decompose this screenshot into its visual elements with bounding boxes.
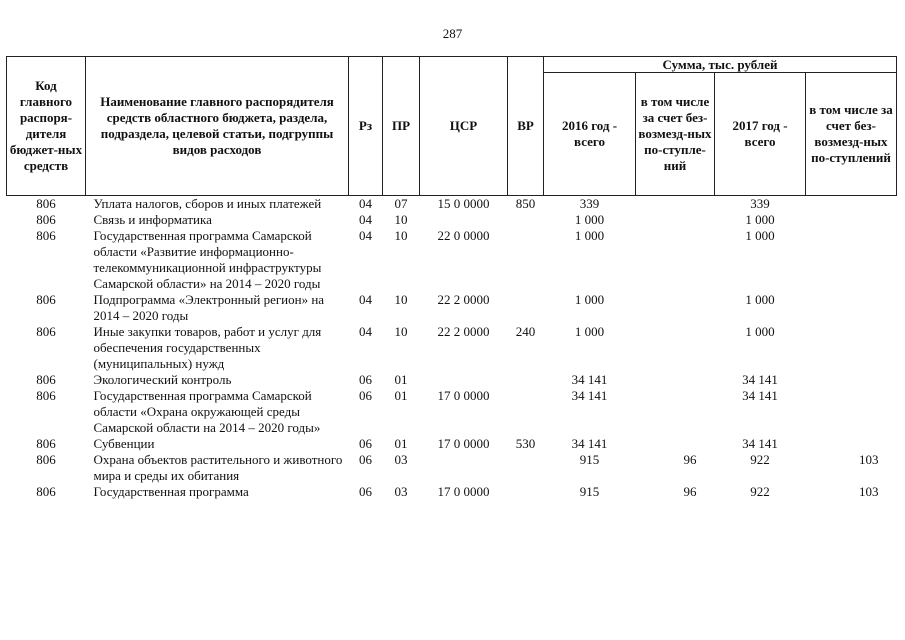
header-vr: ВР [508, 57, 544, 196]
table-row [7, 388, 897, 436]
cell-code: 806 [36, 436, 56, 451]
header-2016-free: в том числе за счет без-возмезд-ных по-ступле-ний [636, 73, 715, 196]
cell-2016-free [636, 372, 715, 388]
cell-code: 806 [36, 196, 56, 211]
cell-2016-free [636, 388, 715, 436]
cell-2016-total: 1 000 [574, 212, 605, 227]
cell-2017-total: 1 000 [745, 324, 775, 339]
cell-2016-free: 96 [683, 452, 697, 467]
table-header [7, 57, 897, 196]
cell-vr [508, 292, 544, 324]
cell-2016-free [636, 292, 715, 324]
cell-name: Экологический контроль [93, 372, 232, 387]
cell-csr: 17 0 0000 [437, 436, 490, 451]
table-row [7, 196, 897, 213]
cell-2017-free [806, 228, 897, 292]
header-2016-total: 2016 год - всего [544, 73, 636, 196]
cell-code: 806 [36, 452, 56, 467]
cell-name: Охрана объектов растительного и животного мира и среды их обитания [93, 452, 343, 483]
cell-vr [508, 212, 544, 228]
table-body [7, 196, 897, 501]
cell-csr [420, 212, 508, 228]
cell-2017-total: 1 000 [745, 212, 775, 227]
cell-vr: 530 [515, 436, 536, 451]
cell-2017-total: 339 [750, 196, 770, 211]
table-row [7, 324, 897, 372]
cell-csr: 17 0 0000 [437, 388, 490, 403]
cell-code: 806 [36, 484, 56, 499]
cell-2017-total: 34 141 [742, 388, 778, 403]
budget-table [6, 56, 897, 500]
cell-2017-free [806, 372, 897, 388]
table-row [7, 292, 897, 324]
cell-name: Связь и информатика [93, 212, 212, 227]
cell-pr: 01 [394, 372, 408, 387]
cell-2016-total: 339 [579, 196, 600, 211]
cell-rz: 06 [359, 372, 372, 387]
cell-2016-total: 34 141 [571, 388, 608, 403]
cell-vr: 850 [515, 196, 536, 211]
header-pr: ПР [383, 57, 420, 196]
cell-2016-free [636, 228, 715, 292]
header-name: Наименование главного распорядителя средств областного бюджета, раздела, подраздела, целевой статьи, подгруппы видов расходов [86, 57, 349, 196]
cell-code: 806 [36, 212, 56, 227]
cell-vr [508, 484, 544, 500]
cell-2016-free [636, 324, 715, 372]
cell-2016-total: 915 [579, 484, 600, 499]
header-2017-free: в том числе за счет без-возмезд-ных по-ступлений [806, 73, 897, 196]
cell-rz: 06 [359, 484, 372, 499]
table-row [7, 452, 897, 484]
cell-2017-total: 922 [750, 484, 770, 499]
cell-2017-total: 922 [750, 452, 770, 467]
cell-csr [420, 372, 508, 388]
cell-pr: 07 [394, 196, 408, 211]
cell-rz: 04 [359, 196, 372, 211]
cell-2017-free [806, 212, 897, 228]
cell-rz: 06 [359, 436, 372, 451]
cell-2016-free [636, 196, 715, 213]
table-row [7, 484, 897, 500]
table-row [7, 436, 897, 452]
cell-pr: 01 [394, 388, 408, 403]
cell-2016-free [636, 212, 715, 228]
cell-2017-free [806, 324, 897, 372]
table-row [7, 228, 897, 292]
cell-2016-total: 34 141 [571, 436, 608, 451]
cell-pr: 10 [394, 212, 408, 227]
cell-2017-free: 103 [859, 484, 879, 499]
cell-rz: 04 [359, 292, 372, 307]
cell-2017-free [806, 292, 897, 324]
cell-csr: 15 0 0000 [437, 196, 490, 211]
cell-csr: 22 2 0000 [437, 292, 490, 307]
cell-2017-free [806, 388, 897, 436]
header-2017-total: 2017 год - всего [715, 73, 806, 196]
cell-csr [420, 452, 508, 484]
cell-2016-total: 1 000 [574, 292, 605, 307]
cell-csr: 17 0 0000 [437, 484, 490, 499]
cell-2016-free [636, 436, 715, 452]
cell-2017-free [806, 196, 897, 213]
cell-code: 806 [36, 388, 56, 403]
cell-pr: 10 [394, 228, 408, 243]
cell-pr: 03 [394, 452, 408, 467]
cell-pr: 01 [394, 436, 408, 451]
cell-2017-free: 103 [859, 452, 879, 467]
cell-rz: 06 [359, 452, 372, 467]
cell-code: 806 [36, 228, 56, 243]
cell-vr [508, 228, 544, 292]
cell-code: 806 [36, 372, 56, 387]
cell-rz: 04 [359, 212, 372, 227]
cell-csr: 22 2 0000 [437, 324, 490, 339]
cell-vr [508, 372, 544, 388]
cell-2016-total: 1 000 [574, 228, 605, 243]
cell-2017-total: 1 000 [745, 228, 775, 243]
header-csr: ЦСР [420, 57, 508, 196]
cell-2017-free [806, 436, 897, 452]
header-code: Код главного распоря-дителя бюджет-ных средств [7, 57, 86, 196]
cell-name: Государственная программа Самарской области «Развитие информационно-телекоммуникационной инфраструктуры Самарской области» на 2014 – 2020 годы [93, 228, 322, 291]
cell-name: Государственная программа Самарской области «Охрана окружающей среды Самарской области на 2014 – 2020 годы» [93, 388, 321, 435]
cell-rz: 04 [359, 324, 372, 339]
cell-pr: 03 [394, 484, 408, 499]
header-rz: Рз [349, 57, 383, 196]
cell-code: 806 [36, 292, 56, 307]
header-row-top [7, 57, 897, 73]
cell-2016-total: 1 000 [574, 324, 605, 339]
table-row [7, 372, 897, 388]
cell-rz: 04 [359, 228, 372, 243]
page-number: 287 [442, 26, 463, 41]
cell-2016-total: 915 [579, 452, 600, 467]
cell-vr: 240 [515, 324, 536, 339]
table-row [7, 212, 897, 228]
cell-rz: 06 [359, 388, 372, 403]
cell-csr: 22 0 0000 [437, 228, 490, 243]
cell-code: 806 [36, 324, 56, 339]
cell-name: Субвенции [93, 436, 155, 451]
cell-vr [508, 388, 544, 436]
cell-2017-total: 34 141 [742, 372, 778, 387]
cell-name: Уплата налогов, сборов и иных платежей [93, 196, 322, 211]
header-sum-group: Сумма, тыс. рублей [544, 57, 897, 73]
cell-2016-total: 34 141 [571, 372, 608, 387]
cell-name: Государственная программа [93, 484, 249, 499]
cell-pr: 10 [394, 324, 408, 339]
cell-2016-free: 96 [683, 484, 697, 499]
cell-2017-total: 1 000 [745, 292, 775, 307]
cell-name: Иные закупки товаров, работ и услуг для обеспечения государственных (муниципальных) нужд [93, 324, 322, 371]
cell-2017-total: 34 141 [742, 436, 778, 451]
cell-name: Подпрограмма «Электронный регион» на 2014 – 2020 годы [93, 292, 325, 323]
cell-vr [508, 452, 544, 484]
cell-pr: 10 [394, 292, 408, 307]
